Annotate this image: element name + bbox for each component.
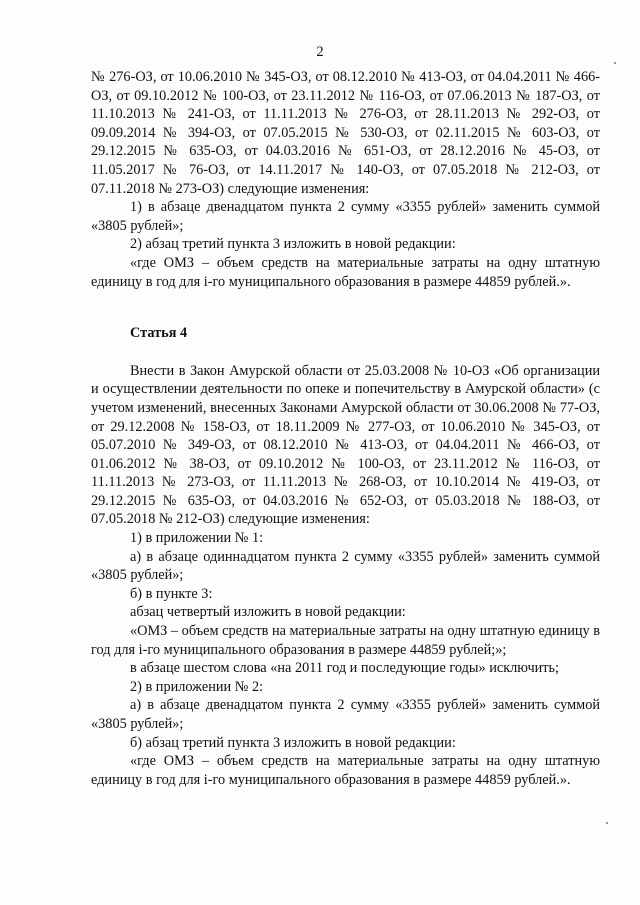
scan-speck xyxy=(614,62,616,64)
paragraph-appendix-1-b-omz: «ОМЗ – объем средств на материальные затраты на одну штатную единицу в год для i-го муниципального образования в размере 44859 рублей;»; xyxy=(91,623,600,658)
paragraph-appendix-1-b-para4: абзац четвертый изложить в новой редакции: xyxy=(130,604,406,621)
paragraph-appendix-1-b-para6: в абзаце шестом слова «на 2011 год и последующие годы» исключить; xyxy=(130,660,560,677)
paragraph-new-wording: «где ОМЗ – объем средств на материальные затраты на одну штатную единицу в год для i-го муниципального образования в размере 44859 рублей.». xyxy=(91,254,600,290)
paragraph-appendix-1: 1) в приложении № 1: xyxy=(130,530,264,547)
paragraph-amendment-2: 2) абзац третий пункта 3 изложить в новой редакции: xyxy=(130,236,456,253)
paragraph-appendix-1-a: а) в абзаце одиннадцатом пункта 2 сумму «3355 рублей» заменить суммой «3805 рублей»; xyxy=(91,548,600,584)
paragraph-appendix-2-b: б) абзац третий пункта 3 изложить в новой редакции: xyxy=(130,734,456,751)
spacer xyxy=(91,343,600,362)
page-number: 2 xyxy=(316,44,324,60)
paragraph-appendix-2-a: а) в абзаце двенадцатом пункта 2 сумму «3355 рублей» заменить суммой «3805 рублей»; xyxy=(91,697,600,732)
spacer xyxy=(91,291,600,324)
paragraph-appendix-2: 2) в приложении № 2: xyxy=(130,678,264,695)
article-heading: Статья 4 xyxy=(130,325,188,342)
document-body xyxy=(91,68,600,789)
scan-speck xyxy=(606,822,608,824)
paragraph-appendix-2-b-omz: «где ОМЗ – объем средств на материальные затраты на одну штатную единицу в год для i-го муниципального образования в размере 44859 рублей.». xyxy=(91,753,600,788)
paragraph-article4-intro: Внести в Закон Амурской области от 25.03.2008 № 10-ОЗ «Об организации и осуществлении деятельности по опеке и попечительству в Амурской области» (с учетом изменений, внесенных Законами Амурской области от 30.06.2008 № 77-ОЗ, от 29.12.2008 № 158-ОЗ, от 18.11.2009 № 277-ОЗ, от 10.06.2010 № 345-ОЗ, от 05.07.2010 № 349-ОЗ, от 08.12.2010 № 413-ОЗ, от 04.04.2011 № 466-ОЗ, от 01.06.2012 № 38-ОЗ, от 09.10.2012 № 100-ОЗ, от 23.11.2012 № 116-ОЗ, от 11.11.2013 № 273-ОЗ, от 11.11.2013 № 268-ОЗ, от 10.10.2014 № 419-ОЗ, от 29.12.2015 № 635-ОЗ, от 04.03.2016 № 652-ОЗ, от 05.03.2018 № 188-ОЗ, от 07.05.2018 № 212-ОЗ) следующие изменения: xyxy=(91,362,600,528)
paragraph-continuation: № 276-ОЗ, от 10.06.2010 № 345-ОЗ, от 08.12.2010 № 413-ОЗ, от 04.04.2011 № 466-ОЗ, от 09.10.2012 № 100-ОЗ, от 23.11.2012 № 116-ОЗ, от 07.06.2013 № 187-ОЗ, от 11.10.2013 № 241-ОЗ, от 11.11.2013 № 276-ОЗ, от 28.11.2013 № 292-ОЗ, от 09.09.2014 № 394-ОЗ, от 07.05.2015 № 530-ОЗ, от 02.11.2015 № 603-ОЗ, от 29.12.2015 № 635-ОЗ, от 04.03.2016 № 651-ОЗ, от 28.12.2016 № 45-ОЗ, от 11.05.2017 № 76-ОЗ, от 14.11.2017 № 140-ОЗ, от 07.05.2018 № 212-ОЗ, от 07.11.2018 № 273-ОЗ) следующие изменения: xyxy=(91,69,600,197)
paragraph-amendment-1: 1) в абзаце двенадцатом пункта 2 сумму «3355 рублей» заменить суммой «3805 рублей»; xyxy=(91,199,600,234)
paragraph-appendix-1-b: б) в пункте 3: xyxy=(130,585,213,602)
